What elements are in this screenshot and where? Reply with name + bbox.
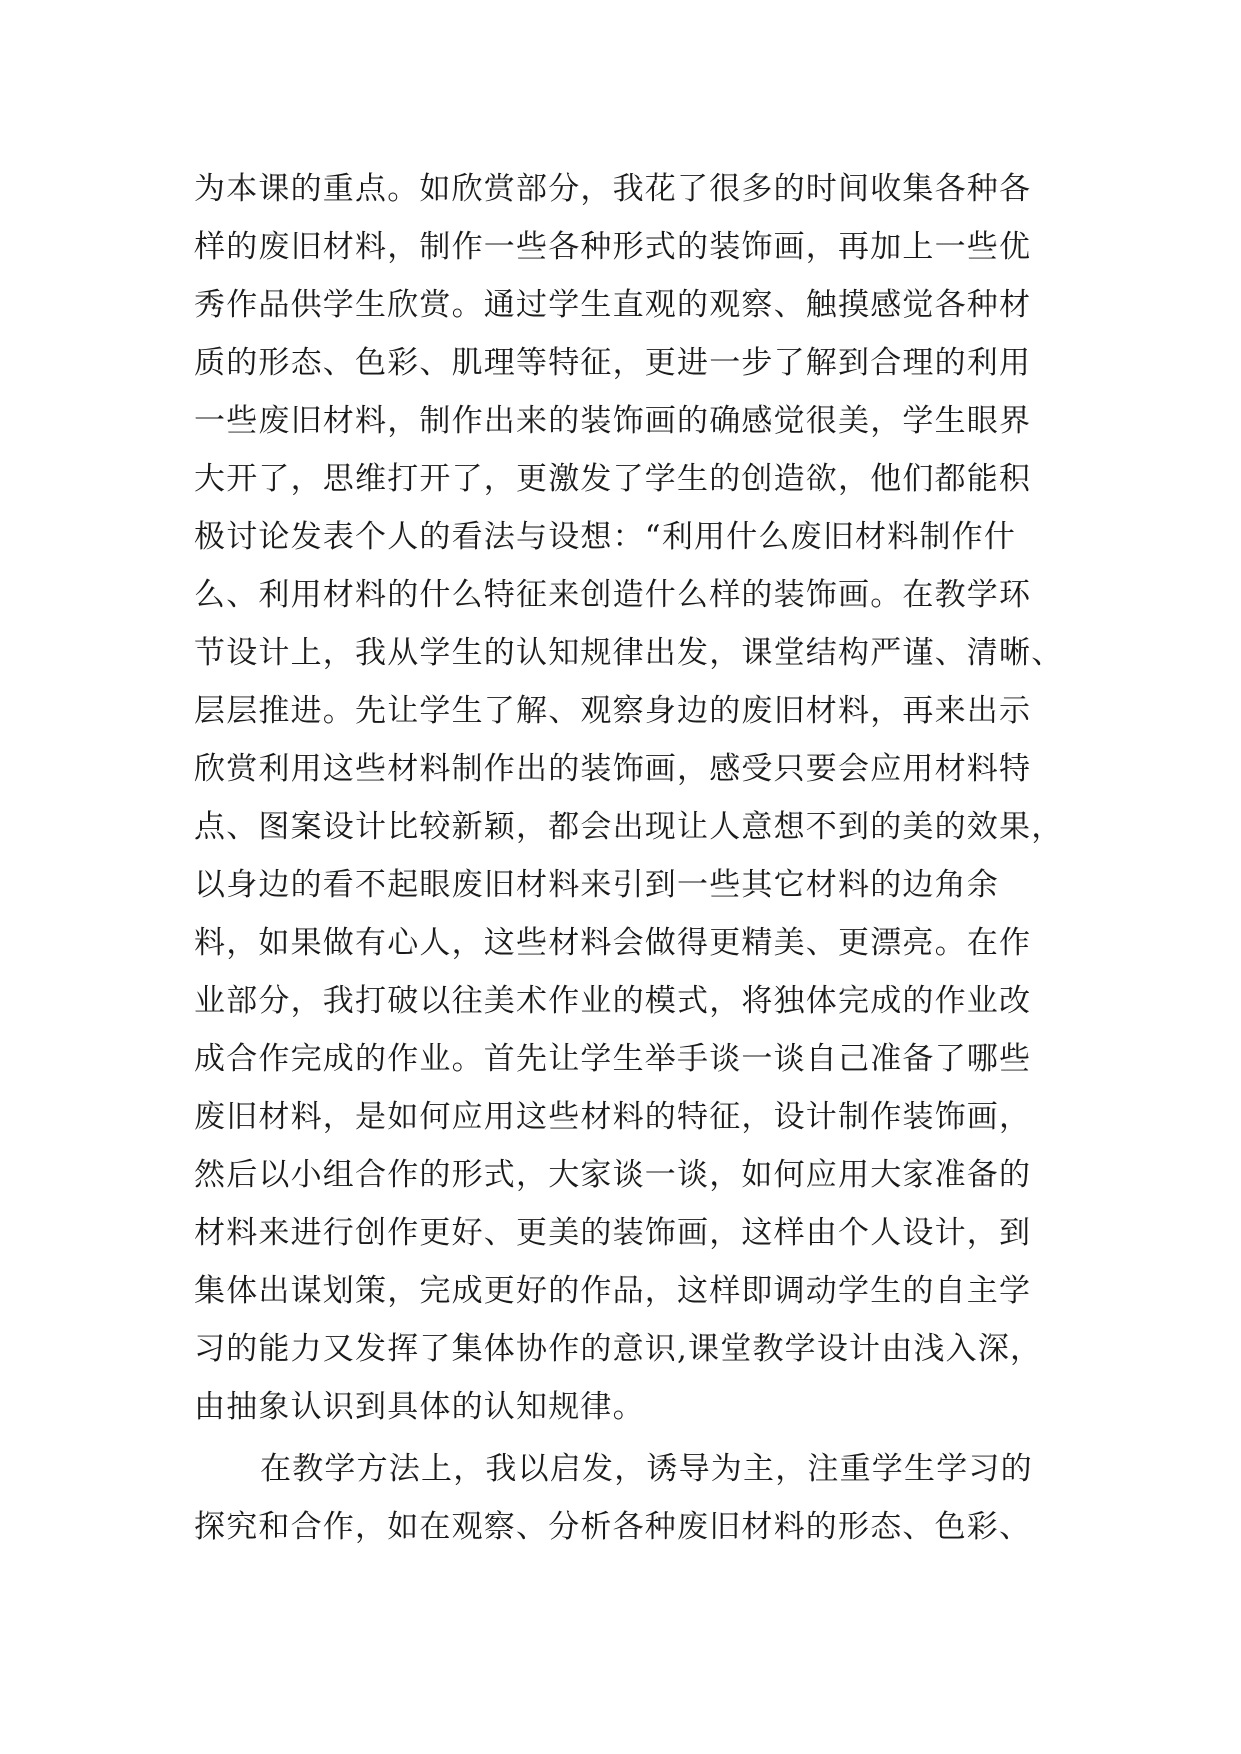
- text-line: 成合作完成的作业。首先让学生举手谈一谈自己准备了哪些: [194, 1041, 1032, 1077]
- text-line: 由抽象认识到具体的认知规律。: [194, 1389, 645, 1425]
- text-line: 集体出谋划策，完成更好的作品，这样即调动学生的自主学: [194, 1273, 1032, 1309]
- text-line: 在教学方法上，我以启发，诱导为主，注重学生学习的: [260, 1451, 1033, 1487]
- text-line: 废旧材料，是如何应用这些材料的特征，设计制作装饰画，: [194, 1099, 1032, 1135]
- text-line: 料，如果做有心人，这些材料会做得更精美、更漂亮。在作: [194, 925, 1032, 961]
- text-line: 么、利用材料的什么特征来创造什么样的装饰画。在教学环: [194, 577, 1032, 613]
- text-line: 习的能力又发挥了集体协作的意识,课堂教学设计由浅入深，: [194, 1331, 1043, 1367]
- paragraph: [194, 1440, 1074, 1556]
- text-line: 一些废旧材料，制作出来的装饰画的确感觉很美，学生眼界: [194, 403, 1032, 439]
- text-line: 为本课的重点。如欣赏部分，我花了很多的时间收集各种各: [194, 171, 1032, 207]
- text-line: 点、图案设计比较新颖，都会出现让人意想不到的美的效果，: [194, 809, 1064, 845]
- text-line: 以身边的看不起眼废旧材料来引到一些其它材料的边角余: [194, 867, 999, 903]
- text-line: 层层推进。先让学生了解、观察身边的废旧材料，再来出示: [194, 693, 1032, 729]
- text-line: 大开了，思维打开了，更激发了学生的创造欲，他们都能积: [194, 461, 1032, 497]
- text-line: 欣赏利用这些材料制作出的装饰画，感受只要会应用材料特: [194, 751, 1032, 787]
- text-line: 然后以小组合作的形式，大家谈一谈，如何应用大家准备的: [194, 1157, 1032, 1193]
- text-line: 业部分，我打破以往美术作业的模式，将独体完成的作业改: [194, 983, 1032, 1019]
- text-line: 秀作品供学生欣赏。通过学生直观的观察、触摸感觉各种材: [194, 287, 1032, 323]
- text-line: 极讨论发表个人的看法与设想：“利用什么废旧材料制作什: [194, 519, 1017, 555]
- text-line: 样的废旧材料，制作一些各种形式的装饰画，再加上一些优: [194, 229, 1032, 265]
- document-body: [194, 160, 1074, 1556]
- text-line: 探究和合作，如在观察、分析各种废旧材料的形态、色彩、: [194, 1509, 1032, 1545]
- text-line: 节设计上，我从学生的认知规律出发，课堂结构严谨、清晰、: [194, 635, 1064, 671]
- text-line: 质的形态、色彩、肌理等特征，更进一步了解到合理的利用: [194, 345, 1032, 381]
- paragraph: [194, 160, 1074, 1436]
- text-line: 材料来进行创作更好、更美的装饰画，这样由个人设计，到: [194, 1215, 1032, 1251]
